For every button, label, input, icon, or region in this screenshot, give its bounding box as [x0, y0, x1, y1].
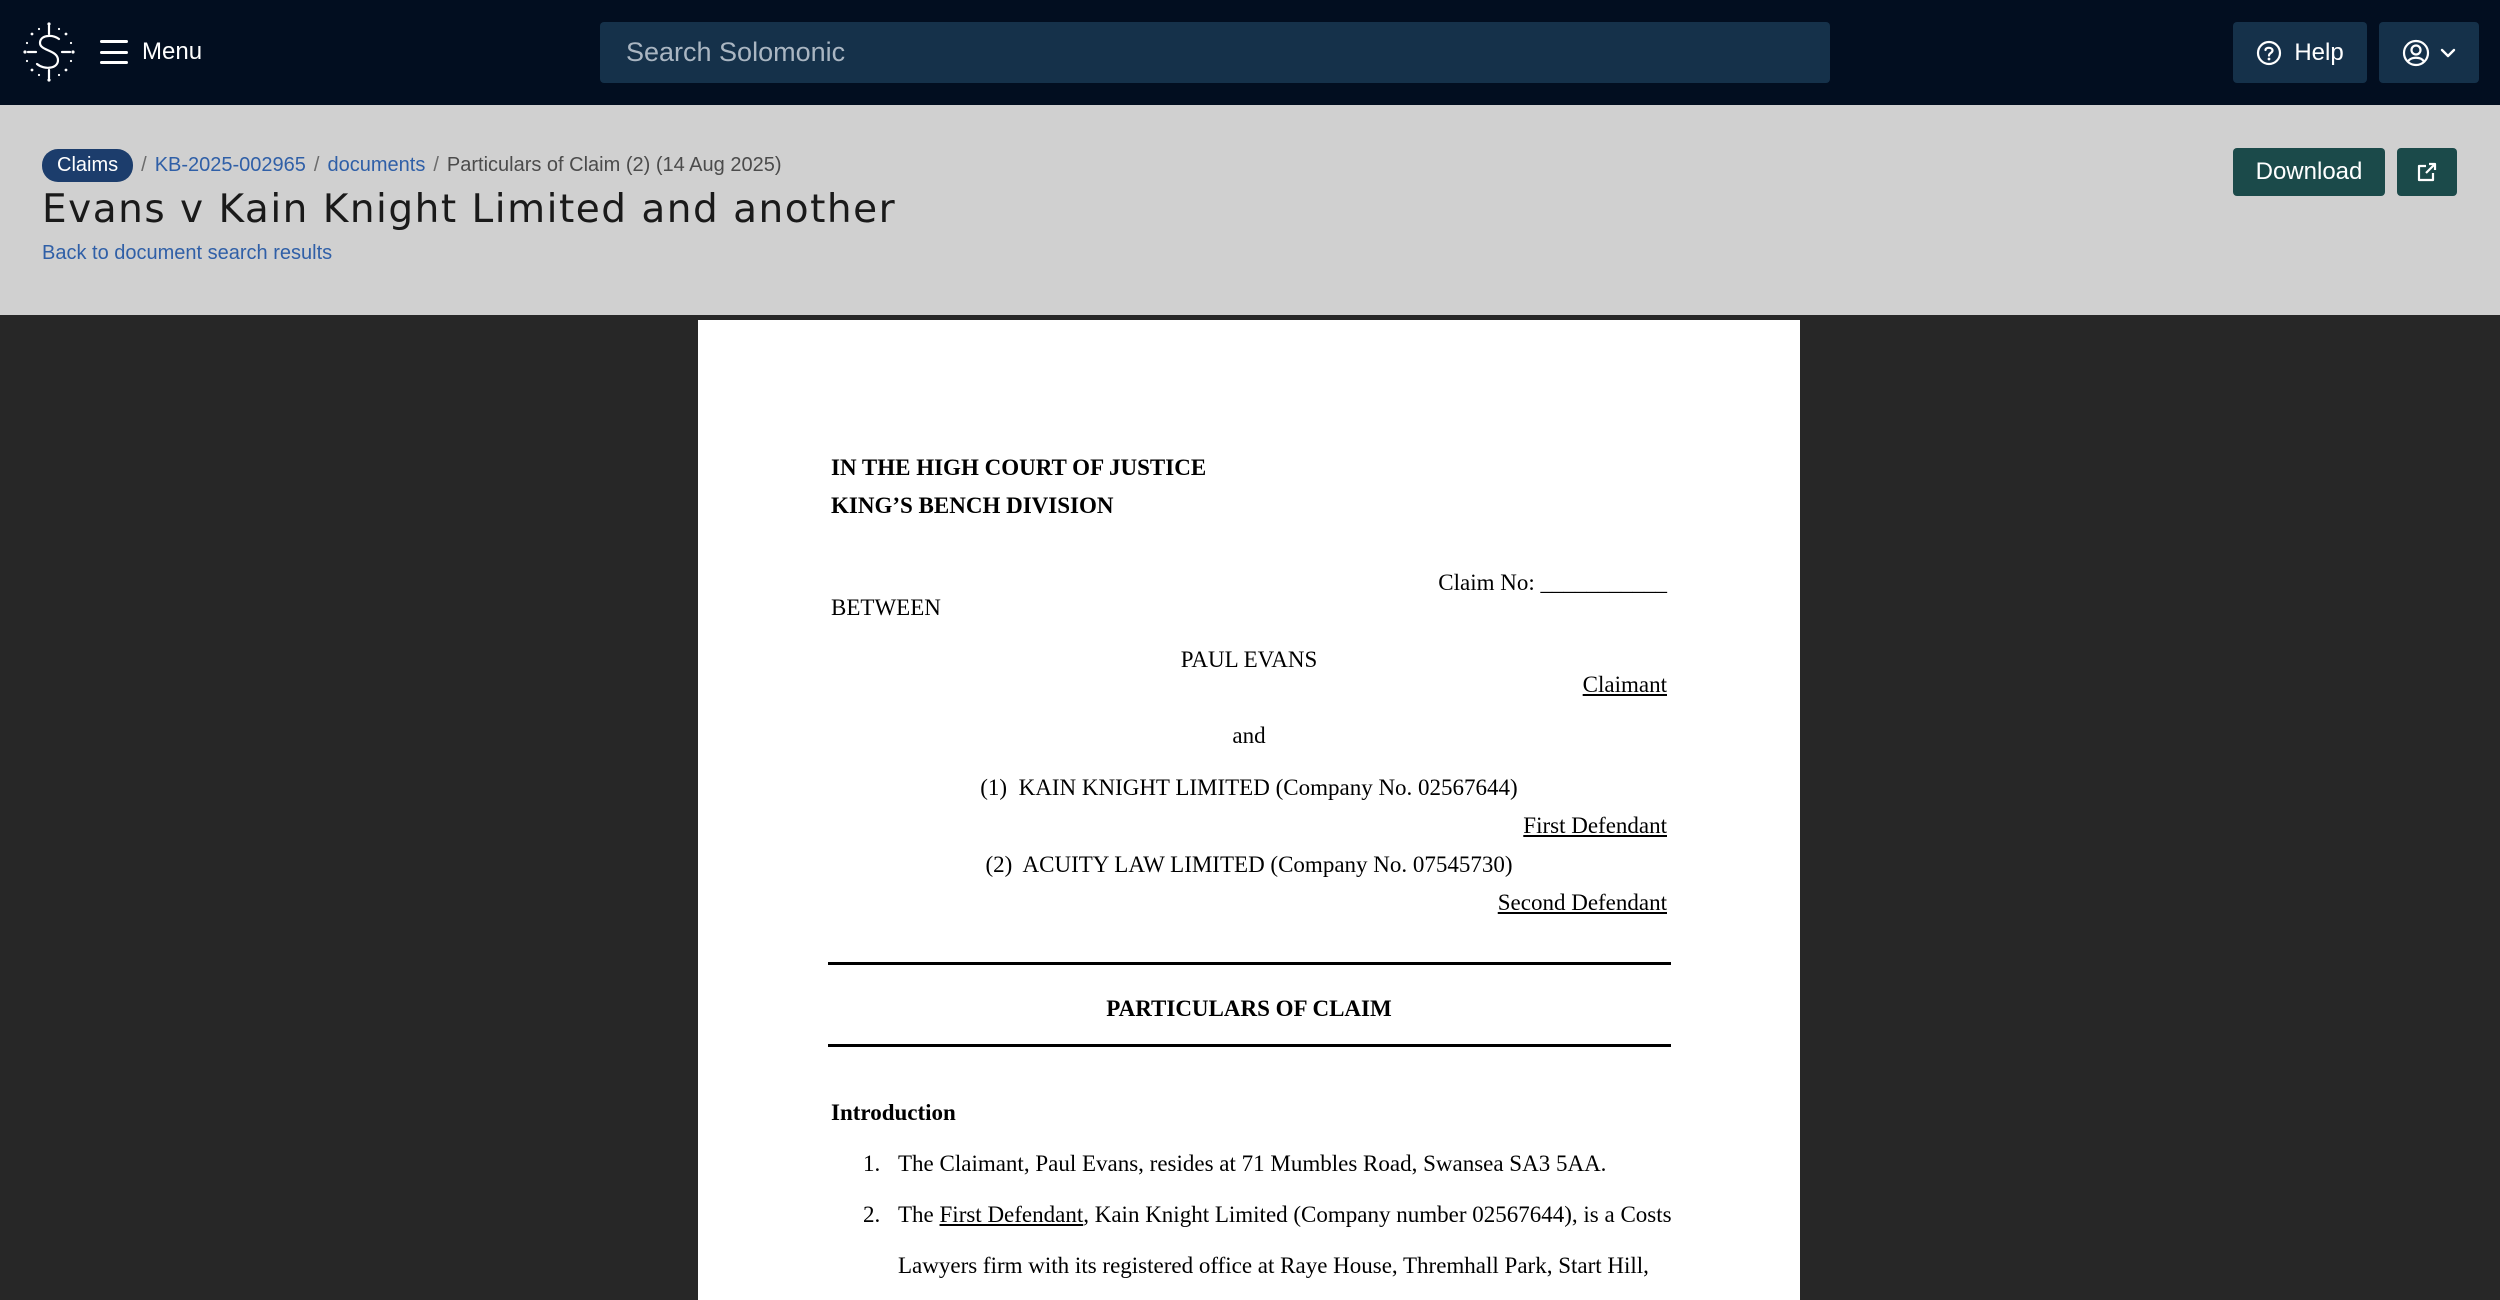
paragraph-2-suffix: , Kain Knight Limited (Company number 02567644), is a Costs	[1083, 1202, 1672, 1227]
help-label: Help	[2294, 38, 2344, 66]
claimant-name: PAUL EVANS	[1180, 647, 1318, 672]
breadcrumb-claims-badge[interactable]: Claims	[42, 149, 133, 182]
paragraph-2-defined-term: First Defendant	[939, 1202, 1084, 1227]
claim-number: Claim No: ___________	[1438, 570, 1667, 595]
user-circle-icon	[2402, 39, 2430, 67]
paragraph-2-prefix: The	[898, 1202, 940, 1227]
paragraph-2-line-1	[898, 1202, 1672, 1228]
menu-button[interactable]	[100, 32, 202, 72]
first-defendant-role: First Defendant	[1523, 813, 1667, 838]
paragraph-number: 2.	[863, 1202, 881, 1227]
question-circle-icon	[2256, 40, 2282, 66]
and-label: and	[1232, 723, 1266, 748]
court-line-2: KING’S BENCH DIVISION	[831, 493, 1114, 518]
breadcrumb	[42, 149, 781, 182]
document-viewer[interactable]	[0, 315, 2500, 1300]
breadcrumb-case-link[interactable]: KB-2025-002965	[154, 154, 306, 176]
solomonic-logo-icon[interactable]	[22, 22, 76, 82]
open-external-button[interactable]	[2397, 148, 2457, 196]
chevron-down-icon	[2440, 47, 2456, 59]
heading-rule-top	[828, 962, 1671, 965]
between-label: BETWEEN	[831, 595, 941, 620]
user-menu-button[interactable]	[2379, 22, 2479, 83]
second-defendant-role: Second Defendant	[1497, 890, 1667, 915]
court-line-1: IN THE HIGH COURT OF JUSTICE	[831, 455, 1207, 480]
first-defendant-line	[698, 775, 1800, 801]
hamburger-icon	[100, 40, 128, 64]
search-bar[interactable]	[600, 22, 1830, 83]
paragraph-number: 1.	[863, 1151, 881, 1176]
claimant-role: Claimant	[1582, 672, 1667, 697]
search-input[interactable]	[624, 36, 1806, 69]
breadcrumb-current: Particulars of Claim (2) (14 Aug 2025)	[446, 154, 782, 176]
document-page	[698, 320, 1800, 1300]
top-navigation-bar	[0, 0, 2500, 105]
document-heading: PARTICULARS OF CLAIM	[1106, 996, 1392, 1021]
heading-rule-bottom	[828, 1044, 1671, 1047]
second-defendant-line	[698, 852, 1800, 878]
page-title: Evans v Kain Knight Limited and another	[42, 187, 897, 232]
breadcrumb-separator: /	[433, 154, 439, 176]
breadcrumb-documents-link[interactable]: documents	[327, 154, 426, 176]
menu-label: Menu	[142, 38, 203, 65]
second-defendant-number: (2)	[985, 852, 1013, 877]
help-button[interactable]	[2233, 22, 2367, 83]
back-to-results-link[interactable]: Back to document search results	[42, 242, 333, 264]
first-defendant-name: KAIN KNIGHT LIMITED (Company No. 02567644)	[1018, 775, 1518, 800]
document-header	[0, 105, 2500, 315]
first-defendant-number: (1)	[980, 775, 1008, 800]
second-defendant-name: ACUITY LAW LIMITED (Company No. 07545730)	[1022, 852, 1513, 877]
breadcrumb-separator: /	[141, 154, 147, 176]
download-button[interactable]: Download	[2233, 148, 2385, 196]
breadcrumb-separator: /	[313, 154, 320, 176]
external-link-icon	[2416, 161, 2438, 183]
paragraph-2-line-2: Lawyers firm with its registered office at Raye House, Thremhall Park, Start Hill,	[898, 1253, 1649, 1278]
paragraph-1-text: The Claimant, Paul Evans, resides at 71 Mumbles Road, Swansea SA3 5AA.	[898, 1151, 1607, 1176]
section-heading: Introduction	[831, 1100, 956, 1125]
